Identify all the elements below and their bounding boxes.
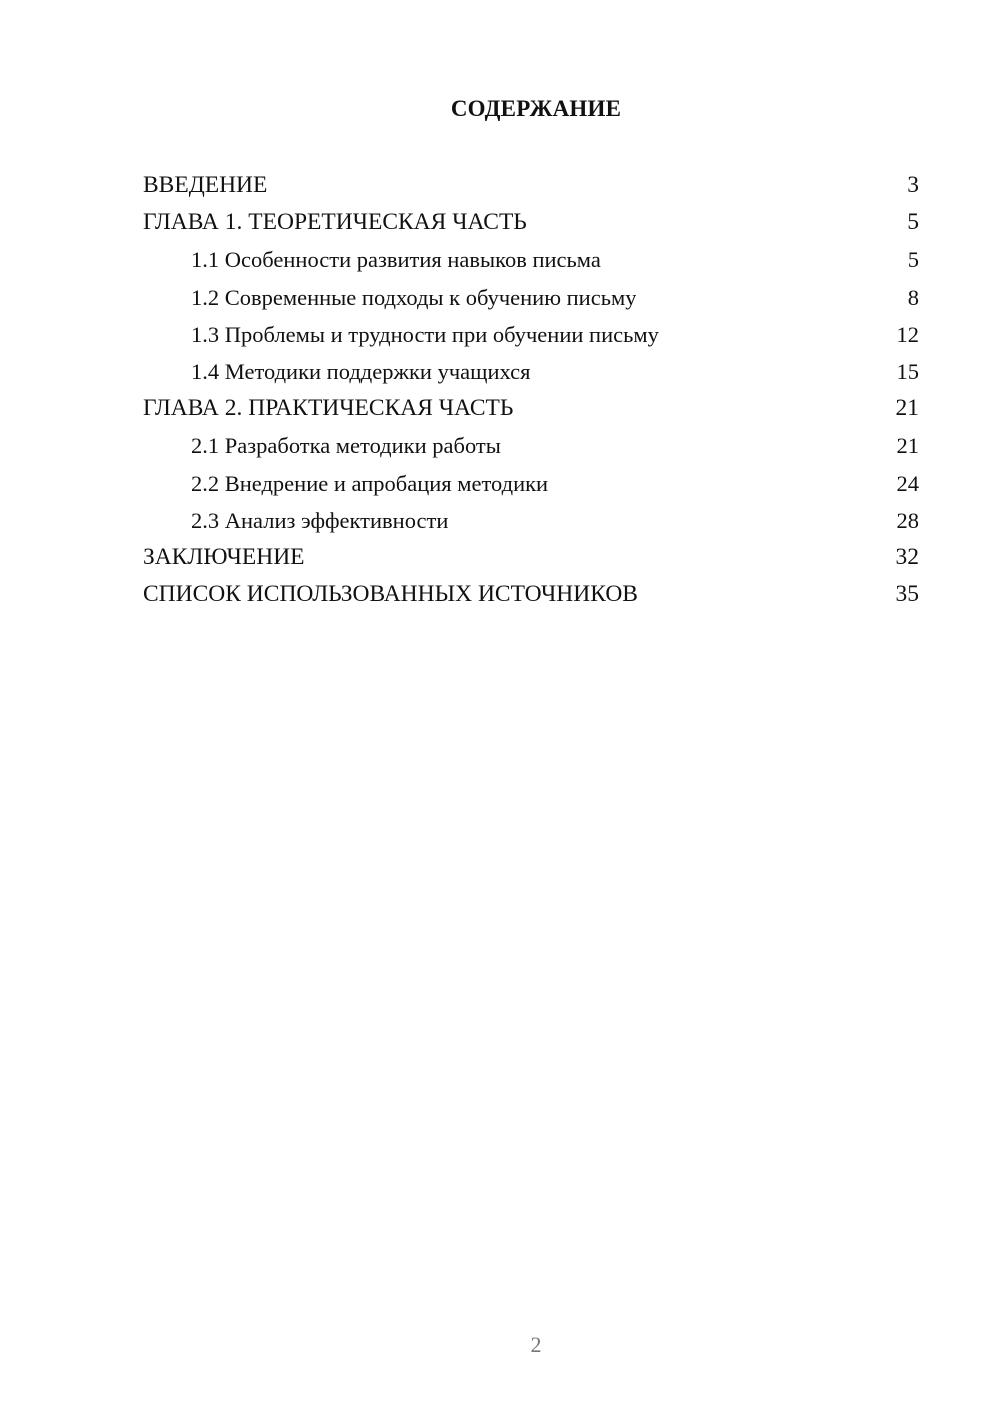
toc-entry-page: 35 (895, 581, 919, 608)
toc-entry-page: 24 (896, 470, 919, 496)
toc-entry-section-1-2 (143, 279, 919, 316)
toc-entry-section-1-3 (143, 316, 919, 353)
toc-entry-section-1-4 (143, 353, 919, 390)
toc-entry-page: 21 (895, 395, 919, 422)
toc-entry-page: 21 (896, 433, 919, 459)
toc-entry-label: 2.2 Внедрение и апробация методики (191, 470, 549, 496)
toc-entry-page: 28 (896, 507, 919, 533)
toc-entry-references (143, 576, 919, 613)
toc-entry-page: 5 (907, 247, 919, 273)
toc-entry-label: ГЛАВА 1. ТЕОРЕТИЧЕСКАЯ ЧАСТЬ (143, 209, 527, 236)
toc-title: СОДЕРЖАНИЕ (450, 96, 622, 121)
toc-entry-label: 1.1 Особенности развития навыков письма (191, 247, 601, 273)
toc-entry-label: 2.1 Разработка методики работы (191, 433, 501, 459)
table-of-contents (143, 167, 919, 613)
toc-entry-label: СПИСОК ИСПОЛЬЗОВАННЫХ ИСТОЧНИКОВ (143, 581, 638, 608)
page-number: 2 (530, 1332, 542, 1357)
toc-entry-chapter-2 (143, 390, 919, 427)
toc-entry-page: 15 (896, 358, 919, 384)
toc-entry-section-2-2 (143, 465, 919, 502)
toc-entry-section-2-3 (143, 502, 919, 539)
toc-entry-label: ЗАКЛЮЧЕНИЕ (143, 543, 305, 570)
toc-entry-page: 3 (907, 172, 919, 198)
toc-entry-introduction (143, 167, 919, 204)
toc-entry-section-2-1 (143, 427, 919, 464)
toc-entry-label: 1.4 Методики поддержки учащихся (191, 358, 531, 384)
toc-entry-section-1-1 (143, 241, 919, 278)
toc-entry-conclusion (143, 539, 919, 576)
toc-entry-label: ВВЕДЕНИЕ (143, 172, 268, 198)
toc-entry-label: 1.2 Современные подходы к обучению письму (191, 284, 637, 310)
toc-entry-chapter-1 (143, 204, 919, 241)
toc-entry-page: 8 (907, 284, 919, 310)
toc-entry-page: 12 (896, 321, 919, 347)
toc-entry-label: 1.3 Проблемы и трудности при обучении письму (191, 321, 659, 347)
toc-entry-label: 2.3 Анализ эффективности (191, 507, 449, 533)
toc-entry-page: 5 (907, 209, 919, 236)
toc-entry-label: ГЛАВА 2. ПРАКТИЧЕСКАЯ ЧАСТЬ (143, 395, 514, 422)
toc-entry-page: 32 (895, 543, 919, 570)
